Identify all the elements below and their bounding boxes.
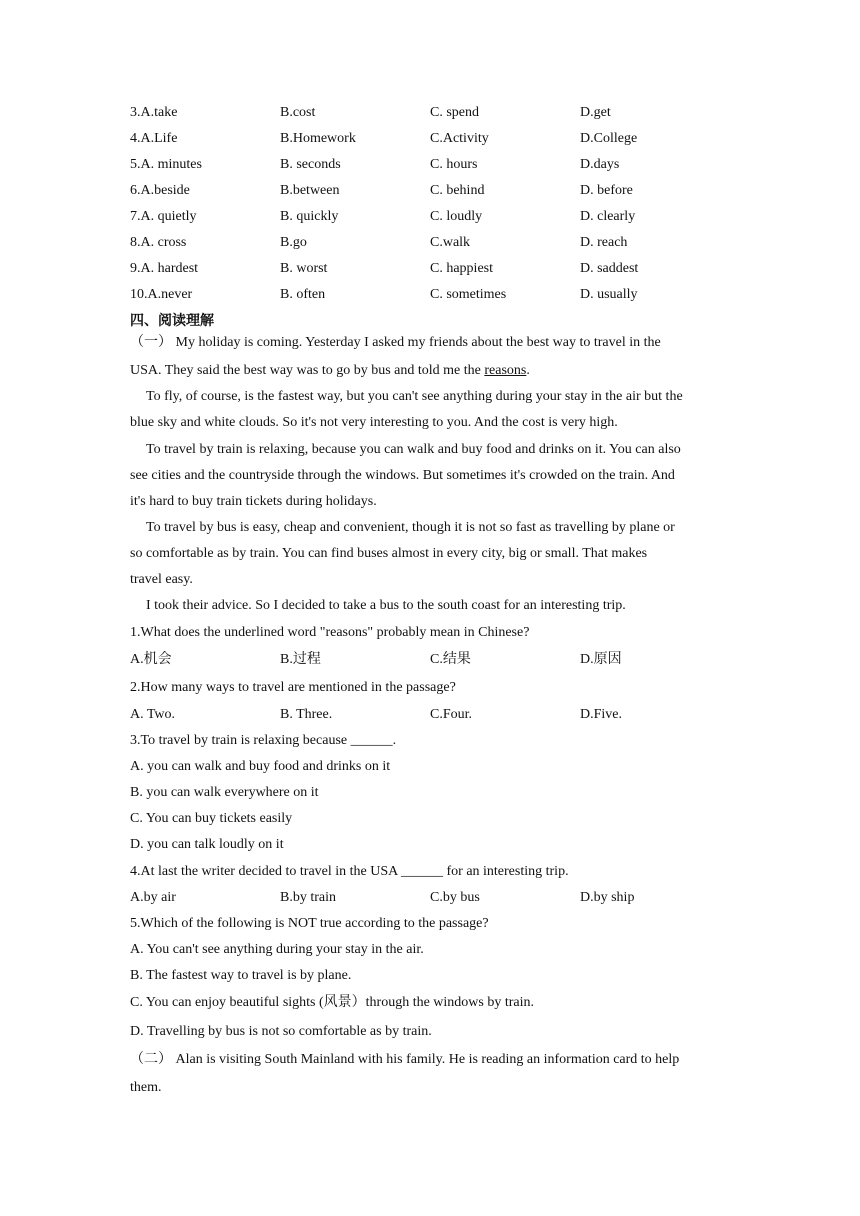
option-c: C. sometimes: [430, 287, 507, 302]
question-stem: 3.To travel by train is relaxing because ______.: [130, 733, 397, 748]
mc-row-8: [130, 234, 730, 252]
option-c: C.Four.: [430, 707, 473, 722]
option-c: C. You can enjoy beautiful sights (风景）through the windows by train.: [130, 995, 535, 1010]
option-b: B. Three.: [280, 707, 333, 722]
option-c: C.Activity: [430, 131, 489, 146]
mc-row-6: [130, 182, 730, 200]
option-c: C.结果: [430, 652, 471, 667]
option-b: B.过程: [280, 652, 321, 667]
mc-row-10: [130, 286, 730, 304]
option-a: 8.A. cross: [130, 235, 187, 250]
option-a: A. you can walk and buy food and drinks on it: [130, 759, 391, 774]
option-d: D.get: [580, 105, 611, 120]
option-c: C. happiest: [430, 261, 493, 276]
underlined-word: reasons: [484, 363, 527, 378]
question-options: [130, 889, 730, 907]
passage1-line: it's hard to buy train tickets during holidays.: [130, 494, 377, 509]
option-b: B. quickly: [280, 209, 339, 224]
mc-row-3: [130, 104, 730, 122]
question-options: [130, 651, 730, 669]
option-b: B. often: [280, 287, 326, 302]
passage2-line: （二） Alan is visiting South Mainland with his family. He is reading an information card to help: [130, 1052, 680, 1067]
option-b: B.cost: [280, 105, 316, 120]
option-a: A.机会: [130, 652, 172, 667]
passage1-line: blue sky and white clouds. So it's not very interesting to you. And the cost is very high.: [130, 415, 618, 430]
option-d: D. clearly: [580, 209, 636, 224]
question-options: [130, 706, 730, 724]
option-c: C. spend: [430, 105, 479, 120]
passage1-line: see cities and the countryside through the windows. But sometimes it's crowded on the train. And: [130, 468, 675, 483]
option-d: D.by ship: [580, 890, 635, 905]
option-d: D.原因: [580, 652, 622, 667]
option-d: D. reach: [580, 235, 628, 250]
option-c: C.walk: [430, 235, 471, 250]
mc-row-4: [130, 130, 730, 148]
option-c: C.by bus: [430, 890, 480, 905]
option-a: A.by air: [130, 890, 176, 905]
passage1-line: To fly, of course, is the fastest way, but you can't see anything during your stay in the air but the: [146, 389, 683, 404]
option-c: C. behind: [430, 183, 485, 198]
option-b: B.by train: [280, 890, 336, 905]
option-d: D.Five.: [580, 707, 622, 722]
option-c: C. loudly: [430, 209, 483, 224]
passage-text: USA. They said the best way was to go by bus and told me the: [130, 363, 485, 378]
mc-row-9: [130, 260, 730, 278]
option-b: B.between: [280, 183, 340, 198]
question-stem: 4.At last the writer decided to travel in the USA ______ for an interesting trip.: [130, 864, 569, 879]
passage1-line: so comfortable as by train. You can find buses almost in every city, big or small. That makes: [130, 546, 648, 561]
passage1-line: [130, 362, 530, 380]
option-a: 3.A.take: [130, 105, 178, 120]
passage-text: .: [526, 363, 530, 378]
option-d: D. before: [580, 183, 633, 198]
option-d: D.days: [580, 157, 620, 172]
option-d: D. usually: [580, 287, 638, 302]
option-b: B. you can walk everywhere on it: [130, 785, 319, 800]
option-a: 4.A.Life: [130, 131, 178, 146]
option-d: D. saddest: [580, 261, 639, 276]
option-d: D. you can talk loudly on it: [130, 837, 284, 852]
option-a: 5.A. minutes: [130, 157, 202, 172]
option-a: A. You can't see anything during your stay in the air.: [130, 942, 424, 957]
question-stem: 1.What does the underlined word "reasons" probably mean in Chinese?: [130, 625, 530, 640]
section-heading: 四、阅读理解: [130, 314, 214, 329]
passage1-line: （一） My holiday is coming. Yesterday I asked my friends about the best way to travel in the: [130, 335, 661, 350]
option-a: 9.A. hardest: [130, 261, 199, 276]
option-d: D.College: [580, 131, 638, 146]
option-d: D. Travelling by bus is not so comfortable as by train.: [130, 1024, 432, 1039]
option-a: 7.A. quietly: [130, 209, 197, 224]
mc-row-7: [130, 208, 730, 226]
mc-row-5: [130, 156, 730, 174]
option-c: C. hours: [430, 157, 478, 172]
option-b: B. seconds: [280, 157, 341, 172]
passage1-line: To travel by train is relaxing, because you can walk and buy food and drinks on it. You can also: [146, 442, 681, 457]
option-a: 10.A.never: [130, 287, 193, 302]
question-stem: 2.How many ways to travel are mentioned in the passage?: [130, 680, 456, 695]
option-b: B.Homework: [280, 131, 356, 146]
passage1-line: travel easy.: [130, 572, 193, 587]
question-stem: 5.Which of the following is NOT true according to the passage?: [130, 916, 489, 931]
option-b: B.go: [280, 235, 307, 250]
option-b: B. The fastest way to travel is by plane.: [130, 968, 352, 983]
option-a: A. Two.: [130, 707, 176, 722]
option-a: 6.A.beside: [130, 183, 190, 198]
passage1-line: I took their advice. So I decided to take a bus to the south coast for an interesting trip.: [146, 598, 626, 613]
option-b: B. worst: [280, 261, 328, 276]
passage1-line: To travel by bus is easy, cheap and convenient, though it is not so fast as travelling by plane or: [146, 520, 675, 535]
option-c: C. You can buy tickets easily: [130, 811, 293, 826]
passage2-line: them.: [130, 1080, 162, 1095]
